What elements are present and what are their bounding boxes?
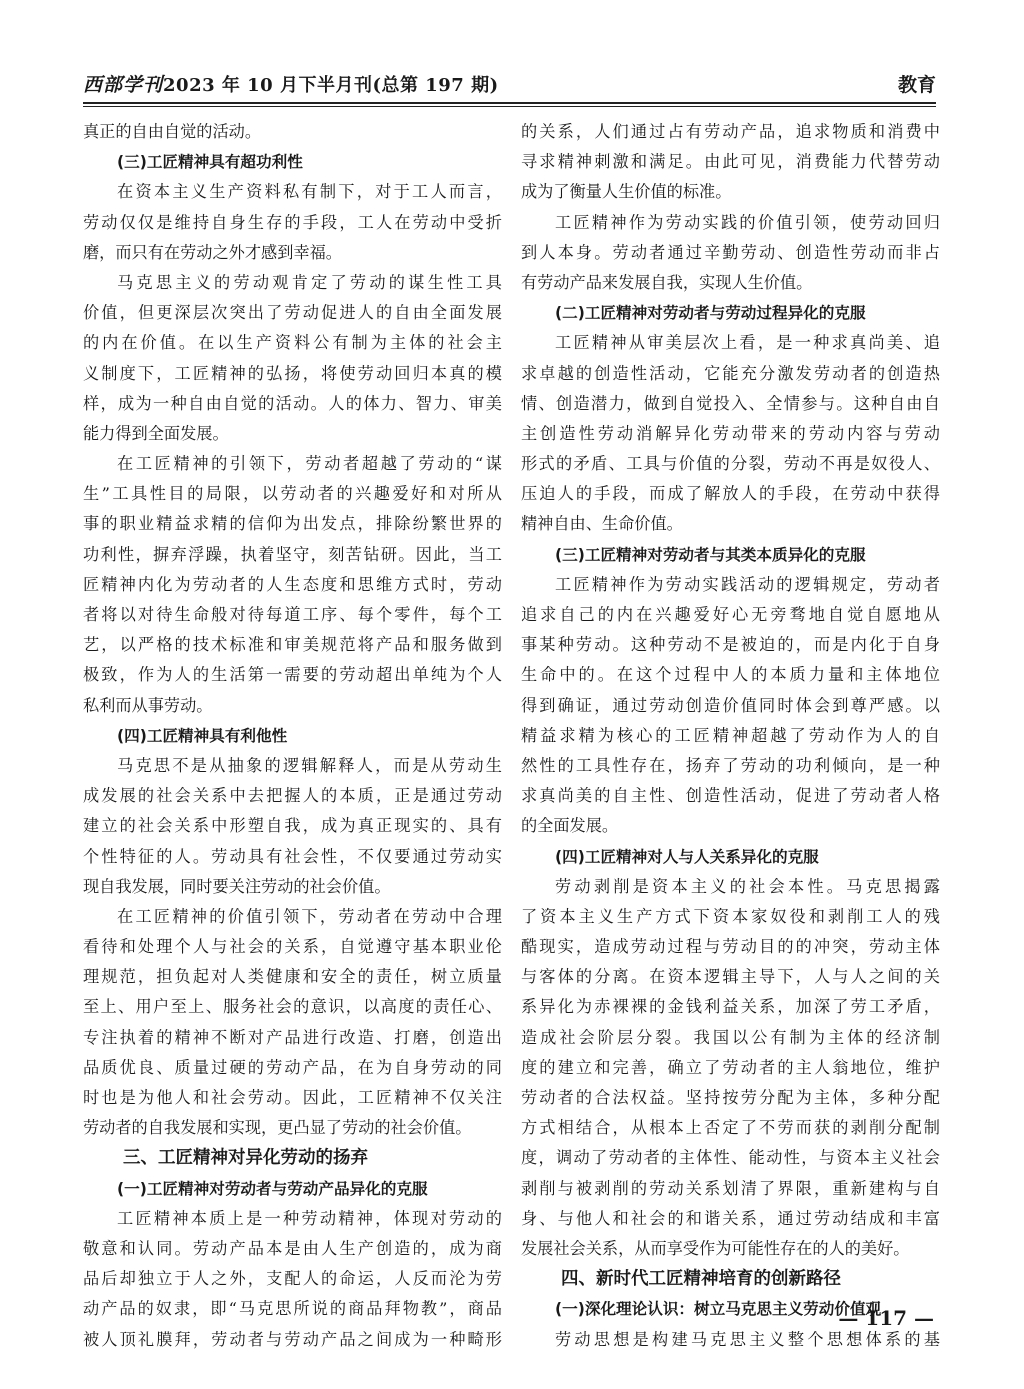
right-column <box>521 117 940 1355</box>
text-line: 至上、用户至上、服务社会的意识，以高度的责任心、 <box>83 997 502 1017</box>
paragraph-last-line: 发展社会关系，从而享受作为可能性存在的人的美好。 <box>521 1238 910 1258</box>
paragraph-last-line: 能力得到全面发展。 <box>83 423 229 443</box>
chapter-heading: 三、工匠精神对异化劳动的扬弃 <box>123 1148 368 1169</box>
chapter-heading: 四、新时代工匠精神培育的创新路径 <box>561 1269 841 1290</box>
paragraph-first-line: 工匠精神作为劳动实践的价值引领，使劳动回归 <box>555 212 940 232</box>
text-line: 得到确证，通过劳动创造价值同时体会到尊严感。以 <box>521 695 940 715</box>
paragraph-first-line: 在工匠精神的引领下，劳动者超越了劳动的“谋 <box>117 454 502 474</box>
paragraph-last-line: 有劳动产品来发展自我，实现人生价值。 <box>521 272 813 292</box>
text-line: 功利性，摒弃浮躁，执着坚守，刻苦钻研。因此，当工 <box>83 544 502 564</box>
journal-logo: 西部学刊 <box>83 74 164 96</box>
text-line: 品后却独立于人之外，支配人的命运，人反而沦为劳 <box>83 1269 502 1289</box>
text-line: 酷现实，造成劳动过程与劳动目的的冲突，劳动主体 <box>521 937 940 957</box>
text-line: 者将以对待生命般对待每道工序、每个零件，每个工 <box>83 605 502 624</box>
text-line: 主创造性劳动消解异化劳动带来的劳动内容与劳动 <box>521 423 940 443</box>
text-line: 精益求精为核心的工匠精神超越了劳动作为人的自 <box>521 725 940 745</box>
text-line: 求真尚美的自主性、创造性活动，促进了劳动者人格 <box>521 786 940 806</box>
text-line: 度，调动了劳动者的主体性、能动性，与资本主义社会 <box>521 1148 940 1168</box>
paragraph-last-line: 精神自由、生命价值。 <box>521 514 683 534</box>
paragraph-first-line: 劳动思想是构建马克思主义整个思想体系的基 <box>555 1329 940 1349</box>
text-line: 方式相结合，从根本上否定了不劳而获的剥削分配制 <box>521 1118 940 1138</box>
text-line: 生命中的。在这个过程中人的本质力量和主体地位 <box>521 665 940 685</box>
paragraph-last-line: 现自我发展，同时要关注劳动的社会价值。 <box>83 876 391 896</box>
paragraph-first-line: 工匠精神从审美层次上看，是一种求真尚美、追 <box>555 333 940 353</box>
text-line: 个性特征的人。劳动具有社会性，不仅要通过劳动实 <box>83 846 502 866</box>
text-line: 情、创造潜力，做到自觉投入、全情参与。这种自由自 <box>521 393 940 413</box>
paragraph-first-line: 在资本主义生产资料私有制下，对于工人而言， <box>117 182 502 202</box>
text-line: 敬意和认同。劳动产品本是由人生产创造的，成为商 <box>83 1238 502 1258</box>
text-line: 剥削与被剥削的劳动关系划清了界限，重新建构与自 <box>521 1178 940 1198</box>
text-line: 劳动仅仅是维持自身生存的手段，工人在劳动中受折 <box>83 212 502 232</box>
text-line: 义制度下，工匠精神的弘扬，将使劳动回归本真的模 <box>83 363 502 383</box>
text-line: 事某种劳动。这种劳动不是被迫的，而是内化于自身 <box>521 635 940 655</box>
text-line: 追求自己的内在兴趣爱好心无旁骛地自觉自愿地从 <box>521 605 940 624</box>
paragraph-first-line: 劳动剥削是资本主义的社会本性。马克思揭露 <box>555 876 940 896</box>
paragraph-last-line: 的全面发展。 <box>521 816 619 836</box>
paragraph-last-line: 真正的自由自觉的活动。 <box>83 122 262 141</box>
text-line: 压迫人的手段，而成了解放人的手段，在劳动中获得 <box>521 484 940 504</box>
paragraph-last-line: 成为了衡量人生价值的标准。 <box>521 182 732 202</box>
text-line: 建立的社会关系中形塑自我，成为真正现实的、具有 <box>83 816 502 836</box>
section-heading: (四)工匠精神对人与人关系异化的克服 <box>555 847 819 866</box>
text-line: 劳动者的合法权益。坚持按劳分配为主体，多种分配 <box>521 1088 940 1107</box>
issue-info: 2023 年 10 月下半月刊(总第 197 期) <box>163 75 499 96</box>
text-line: 品质优良、质量过硬的劳动产品，在为自身劳动的同 <box>83 1057 502 1077</box>
text-line: 造成社会阶层分裂。我国以公有制为主体的经济制 <box>521 1027 940 1047</box>
text-line: 看待和处理个人与社会的关系，自觉遵守基本职业伦 <box>83 937 502 957</box>
text-line: 理规范，担负起对人类健康和安全的责任，树立质量 <box>83 967 502 987</box>
paragraph-first-line: 工匠精神本质上是一种劳动精神，体现对劳动的 <box>117 1208 502 1228</box>
text-line: 形式的矛盾、工具与价值的分裂，劳动不再是奴役人、 <box>521 454 940 474</box>
text-line: 样，成为一种自由自觉的活动。人的体力、智力、审美 <box>83 393 502 413</box>
paragraph-first-line: 工匠精神作为劳动实践活动的逻辑规定，劳动者 <box>555 574 940 594</box>
text-line: 被人顶礼膜拜，劳动者与劳动产品之间成为一种畸形 <box>83 1329 502 1349</box>
section-label: 教育 <box>897 74 936 96</box>
section-heading: (一)深化理论认识：树立马克思主义劳动价值观 <box>555 1300 882 1319</box>
text-line: 极致，作为人的生活第一需要的劳动超出单纯为个人 <box>83 665 502 685</box>
paragraph-last-line: 私利而从事劳动。 <box>83 695 213 715</box>
section-heading: (二)工匠精神对劳动者与劳动过程异化的克服 <box>555 304 866 323</box>
text-line: 时也是为他人和社会劳动。因此，工匠精神不仅关注 <box>83 1088 502 1107</box>
text-line: 成发展的社会关系中去把握人的本质，正是通过劳动 <box>83 786 502 806</box>
left-column <box>83 117 502 1355</box>
paragraph-last-line: 劳动者的自我发展和实现，更凸显了劳动的社会价值。 <box>83 1118 472 1138</box>
text-line: 寻求精神刺激和满足。由此可见，消费能力代替劳动 <box>521 152 940 172</box>
text-line: 的内在价值。在以生产资料公有制为主体的社会主 <box>83 333 502 353</box>
text-line: 价值，但更深层次突出了劳动促进人的自由全面发展 <box>83 303 502 323</box>
section-heading: (三)工匠精神具有超功利性 <box>117 153 303 172</box>
text-line: 动产品的奴隶，即“马克思所说的商品拜物教”，商品 <box>83 1299 502 1319</box>
section-heading: (三)工匠精神对劳动者与其类本质异化的克服 <box>555 545 866 564</box>
text-line: 然性的工具性存在，扬弃了劳动的功利倾向，是一种 <box>521 755 940 775</box>
text-line: 与客体的分离。在资本逻辑主导下，人与人之间的关 <box>521 967 940 987</box>
text-line: 生”工具性目的局限，以劳动者的兴趣爱好和对所从 <box>83 484 502 504</box>
text-line: 事的职业精益求精的信仰为出发点，排除纷繁世界的 <box>83 514 502 534</box>
paragraph-last-line: 磨，而只有在劳动之外才感到幸福。 <box>83 242 342 262</box>
text-line: 度的建立和完善，确立了劳动者的主人翁地位，维护 <box>521 1057 940 1077</box>
text-line: 专注执着的精神不断对产品进行改造、打磨，创造出 <box>83 1027 502 1047</box>
text-line: 了资本主义生产方式下资本家奴役和剥削工人的残 <box>521 906 940 926</box>
text-line: 身、与他人和社会的和谐关系，通过劳动结成和丰富 <box>521 1208 940 1228</box>
text-line: 的关系，人们通过占有劳动产品，追求物质和消费中 <box>521 122 940 141</box>
section-heading: (四)工匠精神具有利他性 <box>117 726 288 745</box>
header-rule-thin <box>83 106 936 107</box>
text-line: 系异化为赤裸裸的金钱利益关系，加深了劳工矛盾， <box>521 997 940 1017</box>
journal-title <box>83 70 499 97</box>
text-line: 求卓越的创造性活动，它能充分激发劳动者的创造热 <box>521 363 940 383</box>
page-number: — 117 — <box>838 1306 934 1330</box>
section-heading: (一)工匠精神对劳动者与劳动产品异化的克服 <box>117 1179 428 1198</box>
paragraph-first-line: 马克思不是从抽象的逻辑解释人，而是从劳动生 <box>117 755 502 775</box>
text-line: 匠精神内化为劳动者的人生态度和思维方式时，劳动 <box>83 574 502 594</box>
text-line: 到人本身。劳动者通过辛勤劳动、创造性劳动而非占 <box>521 242 940 262</box>
header-rule-thick <box>83 102 936 104</box>
text-line: 艺，以严格的技术标准和审美规范将产品和服务做到 <box>83 635 502 655</box>
page-header <box>83 66 936 100</box>
paragraph-first-line: 在工匠精神的价值引领下，劳动者在劳动中合理 <box>117 906 502 926</box>
paragraph-first-line: 马克思主义的劳动观肯定了劳动的谋生性工具 <box>117 272 502 292</box>
